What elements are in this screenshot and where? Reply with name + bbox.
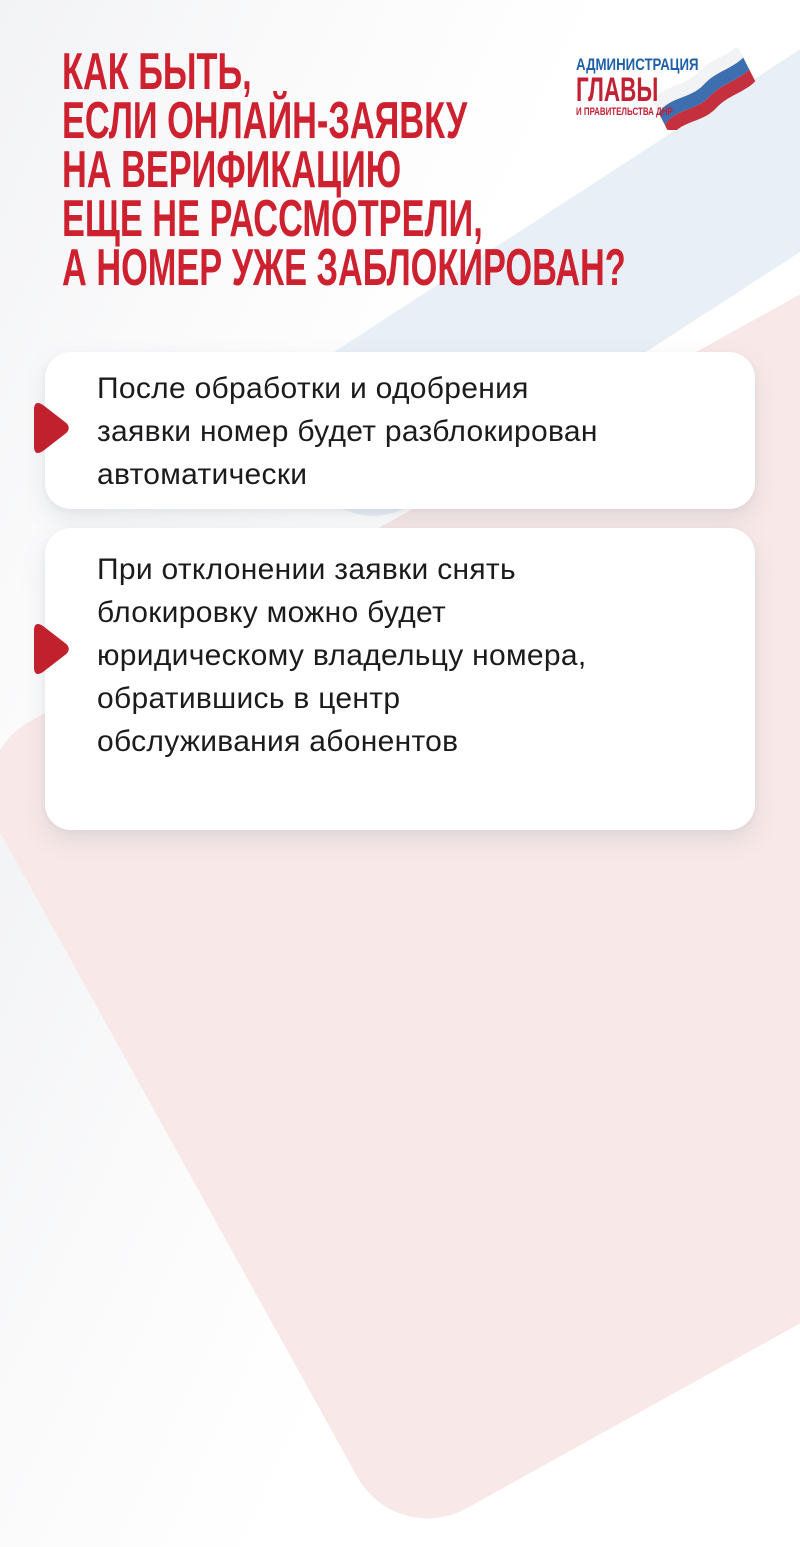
info-card-text-line: обслуживания абонентов (97, 725, 459, 758)
logo-line-government-dnr: И ПРАВИТЕЛЬСТВА ДНР (576, 106, 673, 118)
info-card-text-line: заявки номер будет разблокирован (97, 415, 598, 448)
logo-line-glavy: ГЛАВЫ (576, 71, 659, 109)
headline-line: НА ВЕРИФИКАЦИЮ (62, 141, 402, 199)
info-card-approved (45, 352, 755, 509)
headline-line: А НОМЕР УЖЕ ЗАБЛОКИРОВАН? (62, 239, 626, 297)
logo-text (576, 56, 776, 118)
headline-line: ЕСЛИ ОНЛАЙН-ЗАЯВКУ (62, 92, 468, 150)
logo-line-administration: АДМИНИСТРАЦИЯ (576, 55, 699, 74)
info-card-text-line: обратившись в центр (97, 682, 401, 715)
headline-line: КАК БЫТЬ, (62, 43, 252, 101)
info-card-text-line: При отклонении заявки снять (97, 553, 516, 586)
administration-logo (576, 56, 776, 118)
info-card-text-line: юридическому владельцу номера, (97, 639, 587, 672)
info-card-text-line: автоматически (97, 458, 308, 491)
play-arrow-icon (28, 621, 72, 677)
info-card-text-line: блокировку можно будет (97, 596, 447, 629)
headline-line: ЕЩЕ НЕ РАССМОТРЕЛИ, (62, 190, 483, 248)
info-card-rejected (45, 528, 755, 830)
play-arrow-icon (28, 400, 72, 456)
info-card-text-line: После обработки и одобрения (97, 372, 529, 405)
